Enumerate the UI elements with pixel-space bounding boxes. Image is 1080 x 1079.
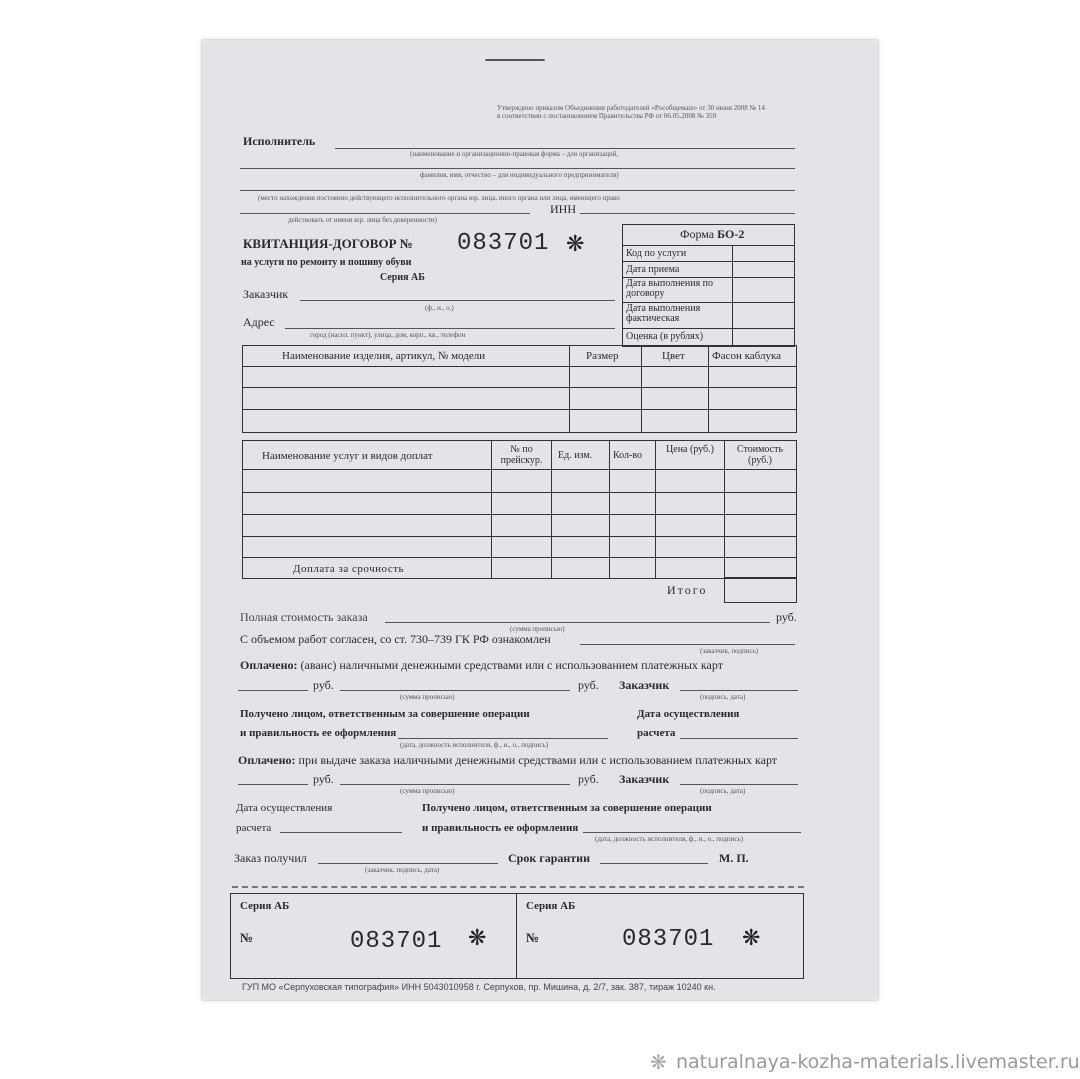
calc-date-field[interactable] <box>680 738 798 739</box>
full-cost-hint: (сумма прописью) <box>510 625 565 633</box>
customer-hint: (ф., и., о.) <box>425 304 454 312</box>
approval-note-2: в соответствии с постановлением Правительства РФ от 06.05.2008 № 359 <box>497 112 717 120</box>
form-col-divider <box>732 245 733 346</box>
form-title: Форма БО-2 <box>680 227 745 241</box>
series-label: Серия АБ <box>380 272 425 283</box>
col-divider <box>655 441 656 578</box>
received-text-1: Получено лицом, ответственным за совершение операции <box>240 708 530 720</box>
paid-advance-sign-hint: (подпись, дата) <box>700 693 746 701</box>
approval-note-1: Утверждено приказом Объединения работодателей «Рособщемаш» от 30 июня 2008 № 14 <box>497 104 765 112</box>
paid-final-text: Оплачено: при выдаче заказа наличными денежными средствами или с использованием платежных карт <box>238 753 778 767</box>
form-row-due: Дата выполнения по договору <box>626 278 714 299</box>
order-received-field[interactable] <box>318 863 498 864</box>
address-field[interactable] <box>285 328 615 329</box>
col-color: Цвет <box>662 350 685 362</box>
paid-advance-words[interactable] <box>340 690 570 691</box>
doc-number: 083701 <box>457 230 550 257</box>
executor-hint-3: (место нахождения постоянно действующего исполнительного органа юр. лица, иного органа или лица, имеющего право <box>258 194 620 202</box>
table-row[interactable] <box>243 557 796 558</box>
col-item-name: Наименование изделия, артикул, № модели <box>282 350 486 362</box>
address-hint: город (насел. пункт), улица, дом, корп., кв., телефон <box>310 331 466 339</box>
col-divider <box>491 441 492 578</box>
table-row[interactable] <box>243 409 796 410</box>
warranty-label: Срок гарантии <box>508 851 591 865</box>
paid-advance-amount[interactable] <box>238 690 308 691</box>
paid-final-sign-hint: (подпись, дата) <box>700 787 746 795</box>
col-price-list-no: № по прейскур. <box>500 444 543 466</box>
paid-final-words[interactable] <box>340 784 570 785</box>
paid-final-words-hint: (сумма прописью) <box>400 787 455 795</box>
agree-sign-hint: (заказчик, подпись) <box>700 647 759 655</box>
paid-advance-rub: руб. <box>313 678 334 692</box>
agree-sign-field[interactable] <box>580 644 795 645</box>
col-divider <box>609 441 610 578</box>
table-row[interactable] <box>243 492 796 493</box>
stub-right-no: № <box>526 930 540 945</box>
executor-field-4[interactable] <box>240 213 530 214</box>
executor-hint-4: действовать от имени юр. лица без доверенности) <box>288 216 437 224</box>
paid-advance-words-hint: (сумма прописью) <box>400 693 455 701</box>
full-cost-rub: руб. <box>776 610 797 624</box>
full-cost-field[interactable] <box>385 622 770 623</box>
form-row-estimate: Оценка (в рублях) <box>626 331 704 342</box>
stub-right-series: Серия АБ <box>526 900 576 912</box>
snowflake-stamp-icon: ❋ <box>742 926 761 951</box>
table-row[interactable] <box>243 387 796 388</box>
calc-date-label-1: Дата осуществления <box>637 708 740 720</box>
received-text-4: и правильность ее оформления <box>422 822 579 834</box>
paid-advance-rub-2: руб. <box>578 678 599 692</box>
col-divider <box>569 346 570 432</box>
customer-field[interactable] <box>300 300 615 301</box>
col-qty: Кол-во <box>613 450 643 461</box>
total-field[interactable] <box>724 577 797 603</box>
flower-logo-icon: ❋ <box>650 1050 667 1074</box>
urgency-surcharge: Доплата за срочность <box>293 563 405 575</box>
col-divider <box>724 441 725 578</box>
received-text-3: Получено лицом, ответственным за совершение операции <box>422 802 712 814</box>
executor-field[interactable] <box>335 148 795 149</box>
form-row-code: Код по услуги <box>626 248 687 259</box>
received-sign-field-2[interactable] <box>583 832 801 833</box>
total-label: Итого <box>667 583 708 597</box>
form-row-divider <box>623 328 794 329</box>
form-row-received: Дата приема <box>626 264 680 275</box>
calc-date-label-4: расчета <box>236 822 272 834</box>
executor-hint-2: фамилия, имя, отчество – для индивидуального предпринимателя) <box>420 171 619 179</box>
col-divider <box>708 346 709 432</box>
received-sign-field[interactable] <box>398 738 608 739</box>
paid-advance-text: Оплачено: (аванс) наличными денежными средствами или с использованием платежных карт <box>240 658 723 672</box>
warranty-field[interactable] <box>600 863 708 864</box>
watermark: naturalnaya-kozha-materials.livemaster.ru <box>676 1051 1080 1073</box>
tear-line <box>232 886 804 888</box>
col-price: Цена (руб.) <box>666 444 714 455</box>
address-label: Адрес <box>243 315 275 329</box>
col-unit: Ед. изм. <box>558 450 593 461</box>
inn-field[interactable] <box>580 213 795 214</box>
executor-label: Исполнитель <box>243 134 316 148</box>
services-header-line <box>243 469 796 470</box>
col-cost: Стоимость (руб.) <box>736 444 784 466</box>
form-row-actual: Дата выполнения фактическая <box>626 303 701 324</box>
stamp-place: М. П. <box>719 851 749 865</box>
table-row[interactable] <box>243 514 796 515</box>
snowflake-stamp-icon: ❋ <box>566 232 585 257</box>
full-cost-label: Полная стоимость заказа <box>240 610 368 624</box>
items-table-header-line <box>243 366 796 367</box>
paid-final-rub-2: руб. <box>578 772 599 786</box>
snowflake-stamp-icon: ❋ <box>468 926 487 951</box>
paid-final-rub: руб. <box>313 772 334 786</box>
executor-hint-1: (наименование и организационно-правовая форма – для организаций, <box>410 150 619 158</box>
doc-subtitle: на услуги по ремонту и пошиву обуви <box>241 257 412 268</box>
col-service-name: Наименование услуг и видов доплат <box>262 450 433 462</box>
col-divider <box>641 346 642 432</box>
form-row-divider <box>623 261 794 262</box>
inn-label: ИНН <box>550 202 576 216</box>
calc-date-label-2: расчета <box>637 727 676 739</box>
order-received-hint: (заказчик, подпись, дата) <box>365 866 440 874</box>
table-row[interactable] <box>243 536 796 537</box>
customer-label: Заказчик <box>243 287 289 301</box>
executor-field-3[interactable] <box>240 190 795 191</box>
form-row-divider <box>623 245 794 246</box>
calc-date-label-3: Дата осуществления <box>236 802 333 814</box>
received-sign-hint-2: (дата, должность исполнителя, ф., и., о., подпись) <box>595 835 744 843</box>
agree-text: С объемом работ согласен, со ст. 730–739 ГК РФ ознакомлен <box>240 632 551 646</box>
paid-final-customer: Заказчик <box>619 772 670 786</box>
received-sign-hint: (дата, должность исполнителя, ф., и., о., подпись) <box>400 741 549 749</box>
stub-left-series: Серия АБ <box>240 900 290 912</box>
col-size: Размер <box>586 350 619 362</box>
paid-final-sign[interactable] <box>680 784 798 785</box>
stub-left-number: 083701 <box>350 928 443 955</box>
executor-field-2[interactable] <box>240 168 795 169</box>
paid-advance-customer: Заказчик <box>619 678 670 692</box>
paid-advance-sign[interactable] <box>680 690 798 691</box>
col-heel: Фасон каблука <box>712 350 782 362</box>
col-divider <box>551 441 552 578</box>
received-text-2: и правильность ее оформления <box>240 727 397 739</box>
doc-title: КВИТАНЦИЯ-ДОГОВОР № <box>243 236 413 251</box>
order-received-label: Заказ получил <box>234 851 307 865</box>
printer-imprint: ГУП МО «Серпуховская типография» ИНН 5043010958 г. Серпухов, пр. Мишина, д. 2/7, зак. 387, тираж 10240 кн. <box>242 982 716 992</box>
stub-left-no: № <box>240 930 254 945</box>
staple <box>485 59 545 66</box>
calc-date-field-2[interactable] <box>280 832 402 833</box>
stub-right-number: 083701 <box>622 926 715 953</box>
paid-final-amount[interactable] <box>238 784 308 785</box>
